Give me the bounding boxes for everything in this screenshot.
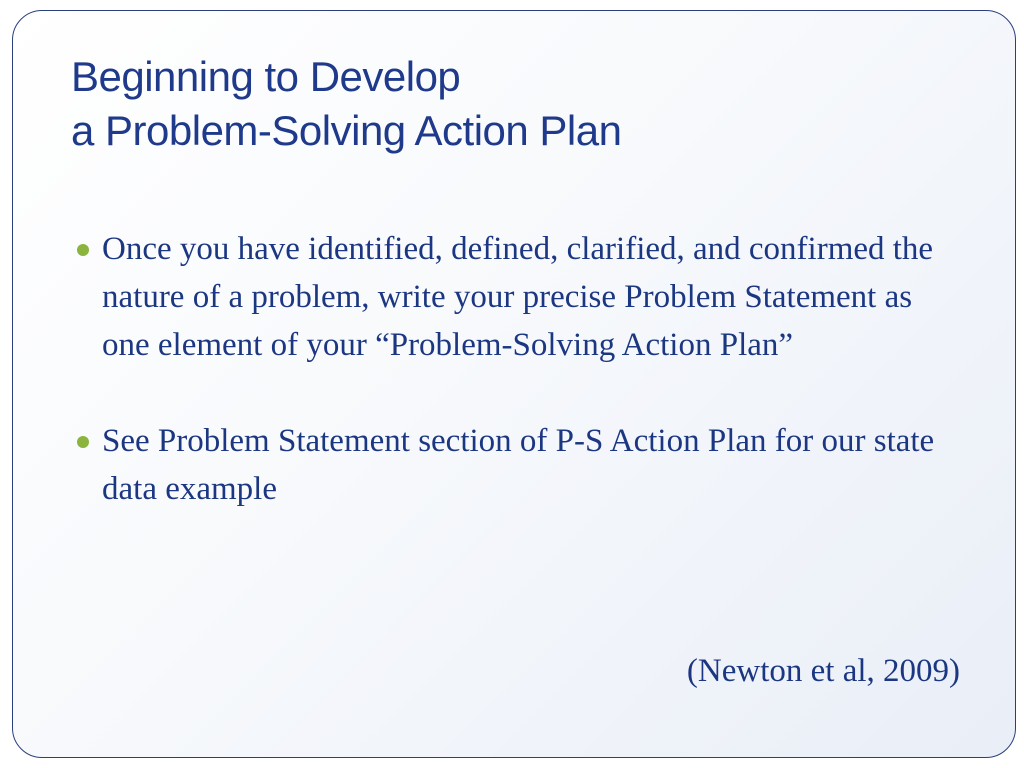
- slide-title-line-1: Beginning to Develop: [71, 53, 461, 100]
- slide-title-line-2: a Problem-Solving Action Plan: [71, 107, 622, 154]
- bullet-dot-icon: [77, 436, 89, 448]
- slide-frame: [12, 10, 1016, 758]
- bullet-text-2: See Problem Statement section of P-S Action Plan for our state data example: [102, 423, 935, 507]
- bullet-text-1: Once you have identified, defined, clarified, and confirmed the nature of a problem, write your precise Problem Statement as one element of your “Problem-Solving Action Plan”: [102, 231, 934, 363]
- bullet-item-2: [73, 417, 953, 513]
- bullet-item-1: [73, 225, 953, 369]
- slide-title: [71, 50, 621, 158]
- citation: (Newton et al, 2009): [686, 653, 960, 689]
- bullet-dot-icon: [77, 244, 89, 256]
- bullet-list: [73, 225, 953, 513]
